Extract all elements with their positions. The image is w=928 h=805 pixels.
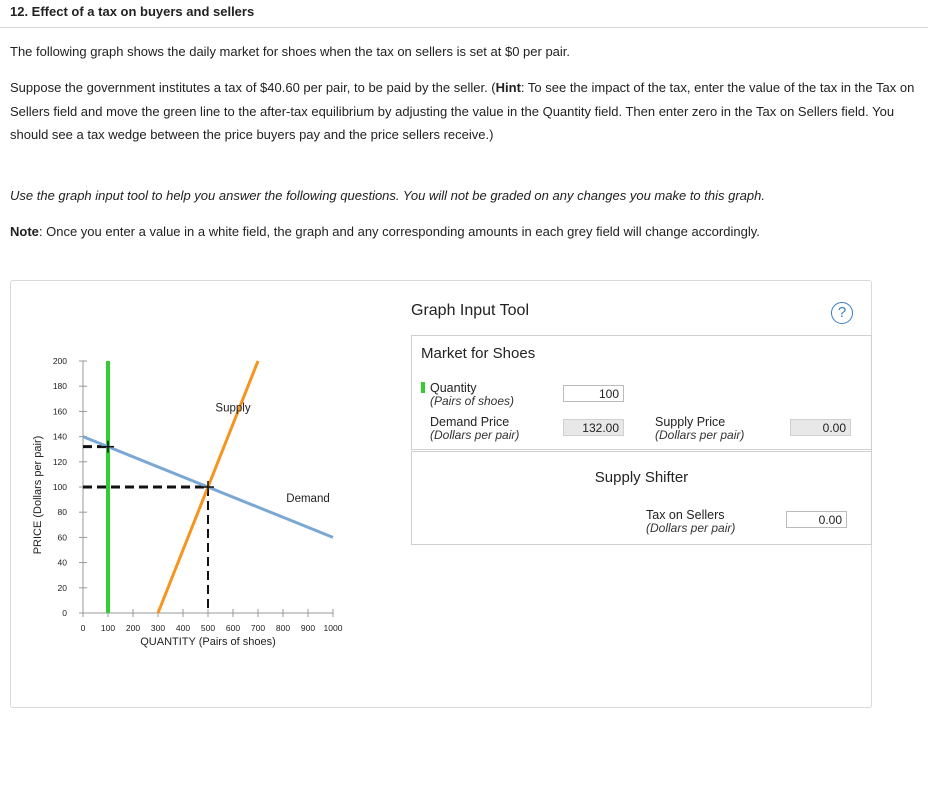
- y-tick-label: 140: [52, 431, 67, 442]
- note-text: : Once you enter a value in a white field, the graph and any corresponding amounts in each grey field will change accordingly.: [38, 224, 760, 239]
- y-tick-label: 100: [52, 482, 67, 492]
- supply-shifter-box: [411, 451, 872, 545]
- note-paragraph: [10, 220, 922, 244]
- supply-price-unit: (Dollars per pair): [655, 428, 745, 442]
- x-tick-label: 100: [100, 623, 116, 633]
- tax-input[interactable]: 0.00: [786, 511, 847, 528]
- y-tick-label: 40: [57, 557, 67, 568]
- intro-paragraph: The following graph shows the daily market for shoes when the tax on sellers is set at $0 per pair.: [10, 44, 571, 59]
- y-axis-label: PRICE (Dollars per pair): [32, 435, 44, 555]
- tax-label-group: [646, 509, 735, 535]
- y-tick-label: 80: [57, 507, 67, 518]
- supply-curve-label: Supply: [215, 402, 251, 415]
- market-box: [411, 335, 872, 450]
- market-chart[interactable]: [11, 281, 411, 707]
- supply-price-field: 0.00: [790, 419, 851, 436]
- supply-shifter-title: Supply Shifter: [594, 469, 689, 486]
- y-tick-label: 0: [62, 608, 67, 618]
- instruction-paragraph: Use the graph input tool to help you answer the following questions. You will not be graded on any changes you make to this graph.: [10, 188, 765, 203]
- quantity-label: Quantity: [430, 381, 477, 395]
- help-icon[interactable]: ?: [831, 302, 853, 324]
- hint-label: Hint: [495, 80, 521, 95]
- x-tick-label: 400: [175, 623, 191, 633]
- x-tick-label: 300: [150, 623, 166, 633]
- tax-label: Tax on Sellers: [646, 508, 725, 522]
- supply-price-label-group: [655, 416, 744, 442]
- x-tick-label: 900: [300, 623, 316, 633]
- quantity-legend-swatch: [421, 382, 425, 393]
- y-tick-label: 200: [52, 356, 67, 366]
- demand-price-field: 132.00: [563, 419, 624, 436]
- demand-price-label-group: [430, 416, 519, 442]
- graph-tool-panel: [10, 280, 872, 708]
- y-tick-label: 60: [57, 532, 67, 543]
- x-tick-label: 500: [200, 623, 216, 633]
- x-tick-label: 700: [250, 623, 266, 633]
- demand-curve-label: Demand: [286, 493, 330, 506]
- x-tick-label: 200: [125, 623, 141, 633]
- y-tick-label: 160: [52, 406, 67, 417]
- tax-paragraph: [10, 76, 922, 147]
- tax-text-b: : To see the impact of the tax, enter the value of the tax in the Tax on Sellers field and move the green line to the after-tax equilibrium by adjusting the value in the Quantity field. Then enter zero in the Tax on Sellers field. You should see a tax wedge between the price buyers pay and the price sellers receive.): [10, 80, 915, 142]
- tax-text-a: Suppose the government institutes a tax of $40.60 per pair, to be paid by the seller. (: [10, 80, 496, 95]
- supply-price-label: Supply Price: [655, 415, 726, 429]
- title-divider: [0, 27, 928, 28]
- x-tick-label: 1000: [323, 623, 343, 633]
- x-axis-label: QUANTITY (Pairs of shoes): [140, 636, 276, 648]
- quantity-label-group: [421, 382, 514, 408]
- x-tick-label: 0: [80, 623, 86, 633]
- y-tick-label: 120: [52, 456, 67, 467]
- quantity-input[interactable]: 100: [563, 385, 624, 402]
- x-tick-label: 600: [225, 623, 241, 633]
- x-tick-label: 800: [275, 623, 291, 633]
- y-tick-label: 180: [52, 381, 67, 392]
- demand-price-label: Demand Price: [430, 415, 510, 429]
- demand-price-unit: (Dollars per pair): [430, 428, 520, 442]
- note-label: Note: [10, 224, 39, 239]
- question-title: 12. Effect of a tax on buyers and sellers: [10, 4, 255, 19]
- quantity-unit: (Pairs of shoes): [430, 394, 515, 408]
- tax-unit: (Dollars per pair): [646, 521, 736, 535]
- tool-title: Graph Input Tool: [411, 302, 530, 319]
- market-title: Market for Shoes: [421, 345, 536, 362]
- y-tick-label: 20: [57, 582, 67, 593]
